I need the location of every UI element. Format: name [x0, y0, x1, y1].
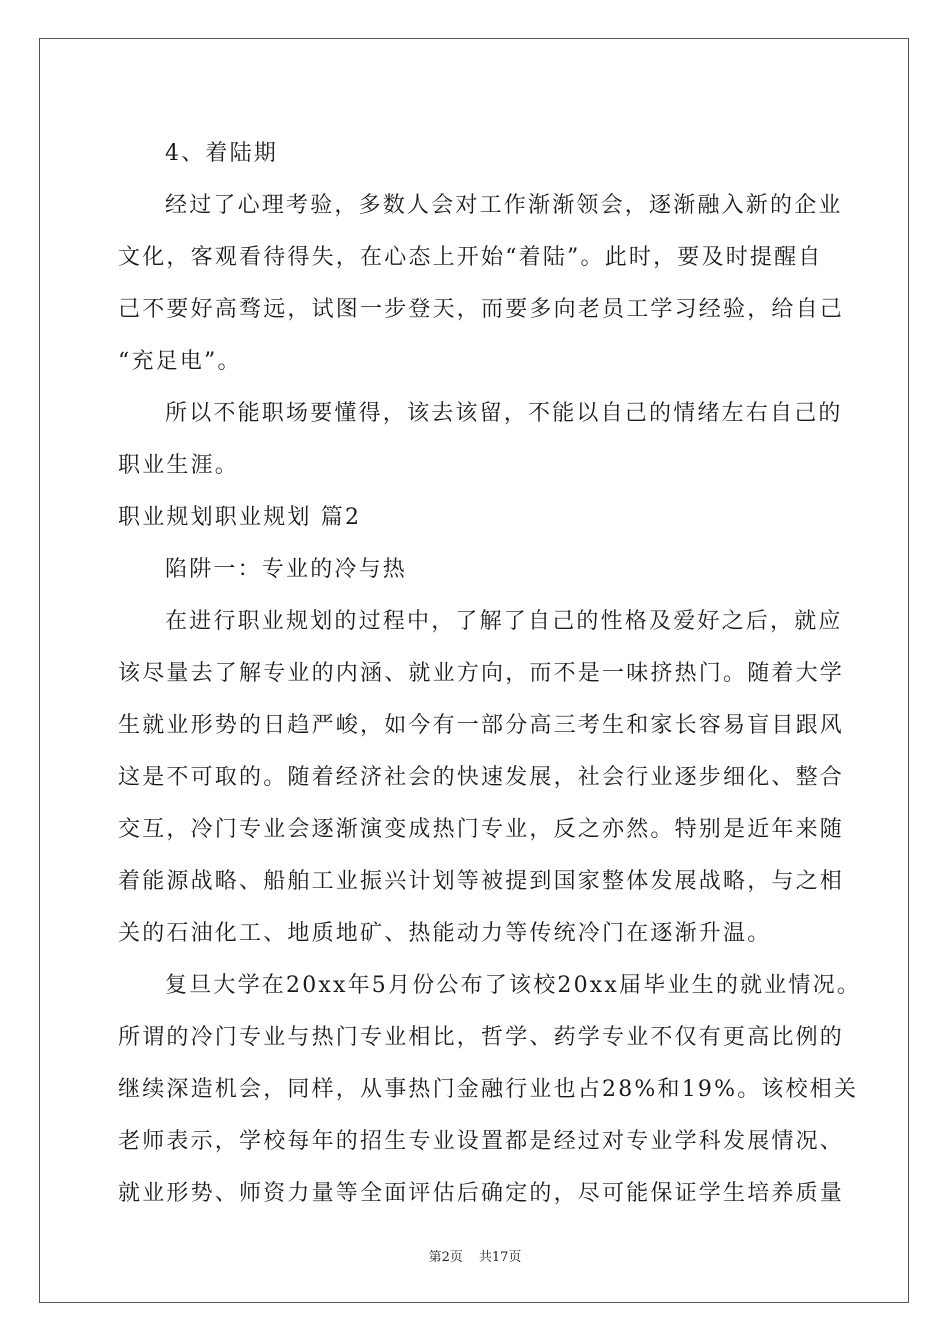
text-line: 这是不可取的。随着经济社会的快速发展，社会行业逐步细化、整合 — [118, 765, 845, 790]
page-number: 第2页 — [428, 1250, 463, 1265]
text-line: 4、着陆期 — [165, 141, 278, 166]
text-line: 关的石油化工、地质地矿、热能动力等传统冷门在逐渐升温。 — [118, 921, 772, 946]
text-line: 己不要好高骛远，试图一步登天，而要多向老员工学习经验，给自己 — [118, 297, 845, 322]
text-line: 生就业形势的日趋严峻，如今有一部分高三考生和家长容易盲目跟风 — [118, 713, 845, 738]
text-line: 职业规划职业规划 篇2 — [118, 505, 362, 530]
text-line: 经过了心理考验，多数人会对工作渐渐领会，逐渐融入新的企业 — [165, 193, 843, 218]
text-line: 所谓的冷门专业与热门专业相比，哲学、药学专业不仅有更高比例的 — [118, 1025, 845, 1050]
document-body — [118, 128, 862, 1220]
text-line: “充足电”。 — [118, 349, 242, 374]
text-line: 文化，客观看待得失，在心态上开始“着陆”。此时，要及时提醒自 — [118, 245, 823, 270]
page-total: 共17页 — [478, 1250, 522, 1265]
text-line: 就业形势、师资力量等全面评估后确定的，尽可能保证学生培养质量 — [118, 1181, 845, 1206]
text-line: 复旦大学在20xx年5月份公布了该校20xx届毕业生的就业情况。 — [165, 973, 862, 998]
text-line: 着能源战略、船舶工业振兴计划等被提到国家整体发展战略，与之相 — [118, 869, 845, 894]
text-line: 陷阱一：专业的冷与热 — [165, 557, 408, 582]
text-line: 所以不能职场要懂得，该去该留，不能以自己的情绪左右自己的 — [165, 401, 843, 426]
text-line: 职业生涯。 — [118, 453, 240, 478]
text-line: 继续深造机会，同样，从事热门金融行业也占28%和19%。该校相关 — [118, 1077, 859, 1102]
text-line: 该尽量去了解专业的内涵、就业方向，而不是一味挤热门。随着大学 — [118, 661, 845, 686]
text-line: 老师表示，学校每年的招生专业设置都是经过对专业学科发展情况、 — [118, 1129, 845, 1154]
text-line: 交互，冷门专业会逐渐演变成热门专业，反之亦然。特别是近年来随 — [118, 817, 845, 842]
page-footer — [0, 1246, 950, 1265]
text-line: 在进行职业规划的过程中，了解了自己的性格及爱好之后，就应 — [165, 609, 843, 634]
